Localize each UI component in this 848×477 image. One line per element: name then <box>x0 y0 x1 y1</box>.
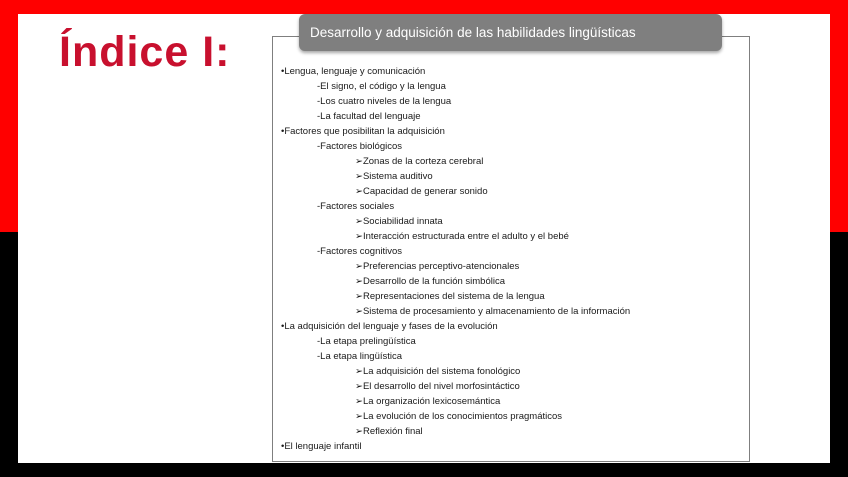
outline-item-level-2: -La facultad del lenguaje <box>317 111 421 122</box>
outline-item-level-3: ➢La evolución de los conocimientos pragmáticos <box>355 411 563 422</box>
outline-item-level-3: ➢Sistema auditivo <box>355 171 433 182</box>
outline-item-level-1: •Factores que posibilitan la adquisición <box>281 126 445 137</box>
slide-title: Índice I: <box>59 28 231 76</box>
outline-item-level-3: ➢La organización lexicosemántica <box>355 396 501 407</box>
outline-list <box>281 64 630 454</box>
outline-item-level-1: •La adquisición del lenguaje y fases de la evolución <box>281 321 498 332</box>
outline-item-level-2: -Factores sociales <box>317 201 395 212</box>
outline-item-level-2: -La etapa lingüística <box>317 351 403 362</box>
outline-item-level-2: -La etapa prelingüística <box>317 336 416 347</box>
outline-item-level-3: ➢Capacidad de generar sonido <box>355 186 488 197</box>
outline-item-level-3: ➢Zonas de la corteza cerebral <box>355 156 484 167</box>
outline-item-level-3: ➢Desarrollo de la función simbólica <box>355 276 506 287</box>
outline-item-level-3: ➢Sistema de procesamiento y almacenamiento de la información <box>355 306 631 317</box>
outline-item-level-3: ➢Preferencias perceptivo-atencionales <box>355 261 520 272</box>
outline-item-level-3: ➢Reflexión final <box>355 426 423 437</box>
outline-item-level-2: -Los cuatro niveles de la lengua <box>317 96 452 107</box>
outline-item-level-2: -Factores biológicos <box>317 141 403 152</box>
outline-item-level-3: ➢Representaciones del sistema de la lengua <box>355 291 545 302</box>
outline-item-level-3: ➢El desarrollo del nivel morfosintáctico <box>355 381 520 392</box>
outline-item-level-3: ➢Sociabilidad innata <box>355 216 443 227</box>
outline-item-level-3: ➢La adquisición del sistema fonológico <box>355 366 521 377</box>
outline-item-level-2: -El signo, el código y la lengua <box>317 81 446 92</box>
content-header: Desarrollo y adquisición de las habilidades lingüísticas <box>299 14 722 51</box>
outline-item-level-1: •El lenguaje infantil <box>281 441 362 452</box>
outline-item-level-1: •Lengua, lenguaje y comunicación <box>281 66 426 77</box>
outline-item-level-3: ➢Interacción estructurada entre el adulto y el bebé <box>355 231 569 242</box>
outline-item-level-2: -Factores cognitivos <box>317 246 403 257</box>
